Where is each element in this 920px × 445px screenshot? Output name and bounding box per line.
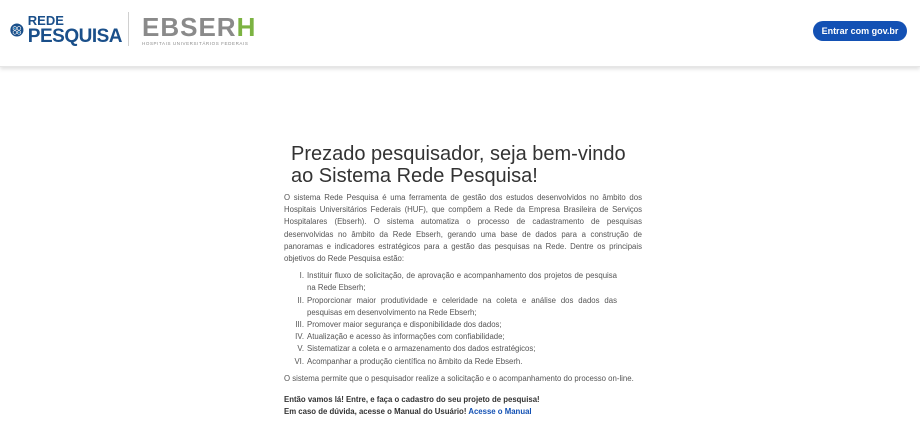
ebserh-subtitle: HOSPITAIS UNIVERSITÁRIOS FEDERAIS (142, 41, 249, 46)
logo-divider (128, 12, 129, 46)
govbr-login-button[interactable]: Entrar com gov.br (813, 21, 907, 41)
list-item (284, 331, 642, 343)
ebserh-h-letter: H (236, 12, 257, 42)
rede-pesquisa-wordmark (28, 14, 122, 46)
intro-paragraph: O sistema Rede Pesquisa é uma ferramenta de gestão dos estudos desenvolvidos no âmbito dos Hospitais Universitários Federais (HUF), que compõem a Rede da Empresa Brasileira de Serviços Hospitalares (Ebserh). O sistema automatiza o processo de cadastramento de pesquisas desenvolvidas no âmbito da Rede Ebserh, gerando uma base de dados para a construção de panoramas e indicadores estratégicos para a gestão das pesquisas na Rede. Dentre os principais objetivos do Rede Pesquisa estão: (284, 193, 642, 264)
objectives-list (284, 270, 642, 368)
list-item-number: VI. (294, 356, 304, 366)
logo-line-rede: REDE (27, 13, 64, 28)
list-item-number: V. (297, 344, 304, 354)
rede-pesquisa-logo[interactable] (10, 10, 122, 50)
list-item-number: I. (299, 271, 304, 281)
hexagon-molecule-icon (10, 11, 24, 49)
manual-link[interactable]: Acesse o Manual (468, 407, 532, 417)
logo-line-pesquisa: PESQUISA (27, 26, 122, 47)
list-item-number: II. (297, 295, 304, 305)
cta-line-1: Então vamos lá! Entre, e faça o cadastro do seu projeto de pesquisa! (284, 395, 540, 405)
list-item-number: III. (295, 320, 304, 330)
welcome-content (284, 143, 642, 418)
list-item (284, 295, 642, 319)
ebserh-logo[interactable] (142, 14, 256, 46)
ebserh-main-text: EBSER (142, 12, 237, 42)
list-item-text: Sistematizar a coleta e o armazenamento dos dados estratégicos; (307, 344, 536, 354)
list-item (284, 356, 642, 368)
list-item (284, 319, 642, 331)
cta-line-2 (284, 406, 642, 418)
call-to-action (284, 394, 642, 418)
page-title: Prezado pesquisador, seja bem-vindo ao Sistema Rede Pesquisa! (291, 143, 626, 187)
ebserh-wordmark (142, 14, 256, 40)
list-item-text: Atualização e acesso às informações com confiabilidade; (307, 332, 505, 342)
top-header (0, 0, 920, 67)
list-item (284, 270, 642, 294)
list-item-text: Proporcionar maior produtividade e celeridade na coleta e análise dos dados das pesquisas em desenvolvimento na Rede Ebserh; (307, 295, 617, 317)
list-item-number: IV. (295, 332, 304, 342)
list-item-text: Acompanhar a produção científica no âmbito da Rede Ebserh. (307, 356, 523, 366)
list-item-text: Promover maior segurança e disponibilidade dos dados; (307, 320, 502, 330)
cta-line-2-text: Em caso de dúvida, acesse o Manual do Usuário! (284, 407, 467, 417)
list-item-text: Instituir fluxo de solicitação, de aprovação e acompanhamento dos projetos de pesquisa na Rede Ebserh; (307, 271, 617, 293)
list-item (284, 343, 642, 355)
outro-paragraph: O sistema permite que o pesquisador realize a solicitação e o acompanhamento do processo on-line. (284, 373, 634, 383)
